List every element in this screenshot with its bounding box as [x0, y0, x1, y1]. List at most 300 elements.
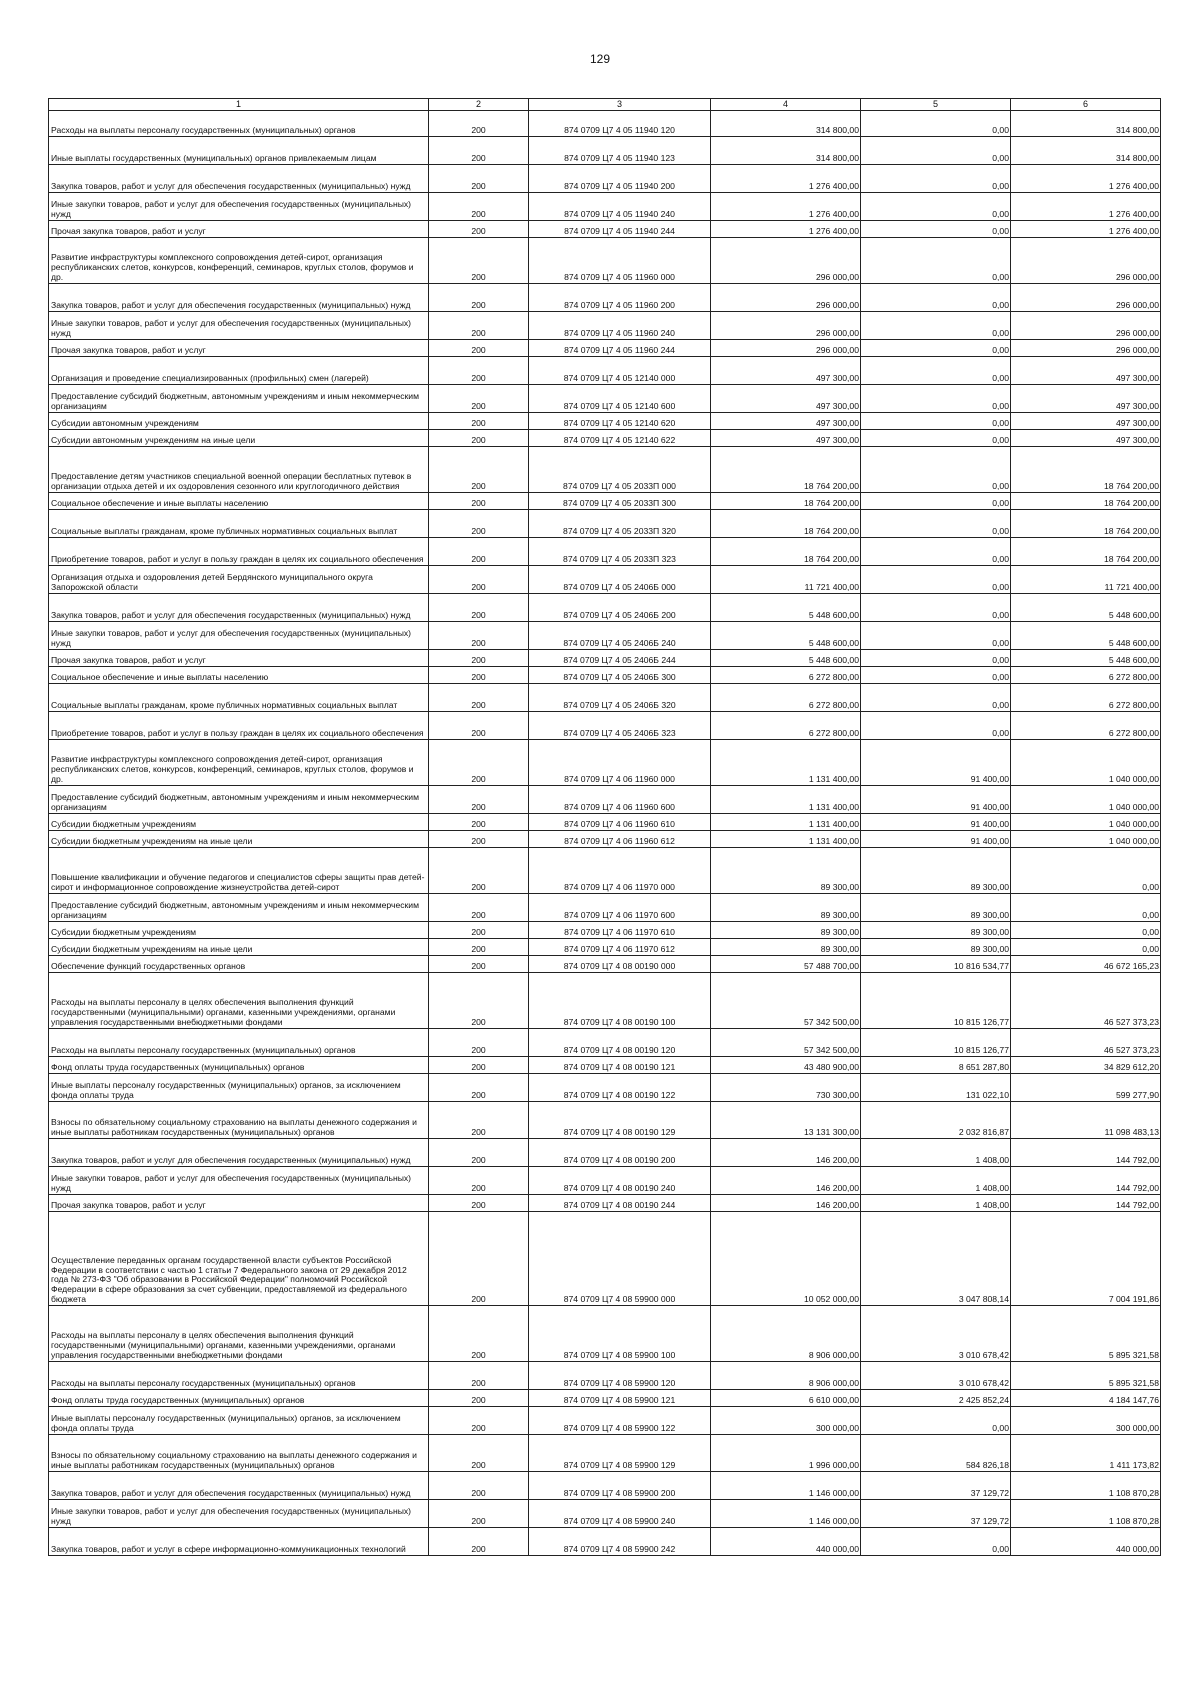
row-approved-amount: 314 800,00: [711, 111, 861, 137]
row-executed-amount: 0,00: [861, 413, 1011, 430]
row-remaining-amount: 4 184 147,76: [1011, 1390, 1161, 1407]
page-number: 129: [589, 52, 611, 66]
row-executed-amount: 89 300,00: [861, 848, 1011, 894]
row-executed-amount: 0,00: [861, 165, 1011, 193]
table-row: [49, 622, 1161, 650]
row-classification-code: 874 0709 Ц7 4 05 11960 000: [529, 238, 711, 284]
row-remaining-amount: 1 040 000,00: [1011, 786, 1161, 814]
row-description: Расходы на выплаты персоналу в целях обеспечения выполнения функций государственными (муниципальными) органами, казенными учреждениями, органами управления государственными внебюджетными фондами: [49, 1306, 429, 1362]
row-executed-amount: 0,00: [861, 1407, 1011, 1435]
row-line-code: 200: [429, 1435, 529, 1472]
row-executed-amount: 10 815 126,77: [861, 1029, 1011, 1057]
row-description: Социальное обеспечение и иные выплаты населению: [49, 493, 429, 510]
table-row: [49, 1057, 1161, 1074]
row-line-code: 200: [429, 312, 529, 340]
row-description: Закупка товаров, работ и услуг в сфере информационно-коммуникационных технологий: [49, 1528, 429, 1556]
row-description: Субсидии бюджетным учреждениям: [49, 814, 429, 831]
table-row: [49, 973, 1161, 1029]
row-description: Взносы по обязательному социальному страхованию на выплаты денежного содержания и иные выплаты работникам государственных (муниципальных) органов: [49, 1435, 429, 1472]
row-remaining-amount: 34 829 612,20: [1011, 1057, 1161, 1074]
row-classification-code: 874 0709 Ц7 4 08 00190 120: [529, 1029, 711, 1057]
table-row: [49, 510, 1161, 538]
row-line-code: 200: [429, 221, 529, 238]
row-description: Иные выплаты государственных (муниципальных) органов привлекаемым лицам: [49, 137, 429, 165]
table-row: [49, 193, 1161, 221]
row-remaining-amount: 0,00: [1011, 922, 1161, 939]
row-approved-amount: 89 300,00: [711, 939, 861, 956]
row-executed-amount: 89 300,00: [861, 894, 1011, 922]
row-executed-amount: 584 826,18: [861, 1435, 1011, 1472]
row-executed-amount: 0,00: [861, 667, 1011, 684]
row-description: Фонд оплаты труда государственных (муниципальных) органов: [49, 1057, 429, 1074]
row-classification-code: 874 0709 Ц7 4 05 2406Б 323: [529, 712, 711, 740]
row-description: Социальные выплаты гражданам, кроме публичных нормативных социальных выплат: [49, 510, 429, 538]
table-row: [49, 111, 1161, 137]
row-executed-amount: 91 400,00: [861, 831, 1011, 848]
row-executed-amount: 0,00: [861, 622, 1011, 650]
row-classification-code: 874 0709 Ц7 4 06 11970 000: [529, 848, 711, 894]
row-line-code: 200: [429, 622, 529, 650]
row-line-code: 200: [429, 340, 529, 357]
row-approved-amount: 8 906 000,00: [711, 1362, 861, 1390]
row-description: Приобретение товаров, работ и услуг в пользу граждан в целях их социального обеспечения: [49, 538, 429, 566]
row-remaining-amount: 0,00: [1011, 894, 1161, 922]
row-line-code: 200: [429, 238, 529, 284]
row-approved-amount: 18 764 200,00: [711, 493, 861, 510]
row-description: Прочая закупка товаров, работ и услуг: [49, 340, 429, 357]
row-description: Закупка товаров, работ и услуг для обеспечения государственных (муниципальных) нужд: [49, 284, 429, 312]
row-remaining-amount: 18 764 200,00: [1011, 538, 1161, 566]
row-line-code: 200: [429, 1195, 529, 1212]
row-line-code: 200: [429, 111, 529, 137]
row-remaining-amount: 1 276 400,00: [1011, 193, 1161, 221]
table-row: [49, 740, 1161, 786]
row-classification-code: 874 0709 Ц7 4 08 00190 100: [529, 973, 711, 1029]
table-row: [49, 238, 1161, 284]
row-line-code: 200: [429, 831, 529, 848]
row-approved-amount: 6 272 800,00: [711, 667, 861, 684]
row-remaining-amount: 0,00: [1011, 939, 1161, 956]
row-approved-amount: 497 300,00: [711, 385, 861, 413]
row-classification-code: 874 0709 Ц7 4 08 59900 240: [529, 1500, 711, 1528]
table-row: [49, 1500, 1161, 1528]
row-classification-code: 874 0709 Ц7 4 05 2406Б 320: [529, 684, 711, 712]
row-line-code: 200: [429, 193, 529, 221]
row-description: Расходы на выплаты персоналу в целях обеспечения выполнения функций государственными (муниципальными) органами, казенными учреждениями, органами управления государственными внебюджетными фондами: [49, 973, 429, 1029]
row-approved-amount: 57 342 500,00: [711, 1029, 861, 1057]
header-cell: 2: [429, 99, 529, 111]
row-approved-amount: 296 000,00: [711, 340, 861, 357]
table-row: [49, 413, 1161, 430]
row-executed-amount: 0,00: [861, 684, 1011, 712]
row-remaining-amount: 144 792,00: [1011, 1195, 1161, 1212]
row-remaining-amount: 314 800,00: [1011, 111, 1161, 137]
row-executed-amount: 1 408,00: [861, 1139, 1011, 1167]
row-line-code: 200: [429, 1167, 529, 1195]
row-line-code: 200: [429, 1390, 529, 1407]
table-row: [49, 939, 1161, 956]
row-remaining-amount: 6 272 800,00: [1011, 667, 1161, 684]
row-remaining-amount: 1 276 400,00: [1011, 165, 1161, 193]
table-row: [49, 1390, 1161, 1407]
row-executed-amount: 0,00: [861, 312, 1011, 340]
row-description: Закупка товаров, работ и услуг для обеспечения государственных (муниципальных) нужд: [49, 1139, 429, 1167]
row-line-code: 200: [429, 1029, 529, 1057]
row-description: Предоставление субсидий бюджетным, автономным учреждениям и иным некоммерческим организациям: [49, 385, 429, 413]
row-remaining-amount: 1 276 400,00: [1011, 221, 1161, 238]
row-description: Прочая закупка товаров, работ и услуг: [49, 221, 429, 238]
row-executed-amount: 0,00: [861, 111, 1011, 137]
row-description: Субсидии бюджетным учреждениям: [49, 922, 429, 939]
table-row: [49, 894, 1161, 922]
row-approved-amount: 497 300,00: [711, 413, 861, 430]
row-executed-amount: 0,00: [861, 447, 1011, 493]
row-description: Иные закупки товаров, работ и услуг для обеспечения государственных (муниципальных) нужд: [49, 1500, 429, 1528]
row-classification-code: 874 0709 Ц7 4 06 11960 612: [529, 831, 711, 848]
row-executed-amount: 0,00: [861, 493, 1011, 510]
row-classification-code: 874 0709 Ц7 4 05 12140 622: [529, 430, 711, 447]
row-description: Предоставление субсидий бюджетным, автономным учреждениям и иным некоммерческим организациям: [49, 786, 429, 814]
row-approved-amount: 6 272 800,00: [711, 684, 861, 712]
row-approved-amount: 314 800,00: [711, 137, 861, 165]
table-row: [49, 221, 1161, 238]
row-description: Повышение квалификации и обучение педагогов и специалистов сферы защиты прав детей-сирот и информационное сопровождение жизнеустройства детей-сирот: [49, 848, 429, 894]
row-approved-amount: 1 131 400,00: [711, 786, 861, 814]
row-line-code: 200: [429, 1074, 529, 1102]
row-classification-code: 874 0709 Ц7 4 08 00190 121: [529, 1057, 711, 1074]
row-description: Закупка товаров, работ и услуг для обеспечения государственных (муниципальных) нужд: [49, 594, 429, 622]
row-approved-amount: 10 052 000,00: [711, 1212, 861, 1306]
row-line-code: 200: [429, 137, 529, 165]
row-approved-amount: 146 200,00: [711, 1167, 861, 1195]
row-line-code: 200: [429, 956, 529, 973]
row-executed-amount: 1 408,00: [861, 1195, 1011, 1212]
row-line-code: 200: [429, 1102, 529, 1139]
row-line-code: 200: [429, 786, 529, 814]
row-classification-code: 874 0709 Ц7 4 05 12140 600: [529, 385, 711, 413]
row-approved-amount: 18 764 200,00: [711, 447, 861, 493]
table-row: [49, 1407, 1161, 1435]
row-executed-amount: 1 408,00: [861, 1167, 1011, 1195]
row-classification-code: 874 0709 Ц7 4 06 11970 610: [529, 922, 711, 939]
row-classification-code: 874 0709 Ц7 4 05 2406Б 244: [529, 650, 711, 667]
row-classification-code: 874 0709 Ц7 4 08 59900 122: [529, 1407, 711, 1435]
table-row: [49, 1212, 1161, 1306]
row-remaining-amount: 11 098 483,13: [1011, 1102, 1161, 1139]
row-approved-amount: 5 448 600,00: [711, 650, 861, 667]
row-remaining-amount: 1 040 000,00: [1011, 814, 1161, 831]
row-classification-code: 874 0709 Ц7 4 05 11940 120: [529, 111, 711, 137]
row-approved-amount: 300 000,00: [711, 1407, 861, 1435]
row-classification-code: 874 0709 Ц7 4 05 2406Б 200: [529, 594, 711, 622]
row-classification-code: 874 0709 Ц7 4 05 2033П 320: [529, 510, 711, 538]
row-remaining-amount: 144 792,00: [1011, 1139, 1161, 1167]
row-line-code: 200: [429, 740, 529, 786]
row-line-code: 200: [429, 922, 529, 939]
row-executed-amount: 0,00: [861, 594, 1011, 622]
row-approved-amount: 1 276 400,00: [711, 165, 861, 193]
row-description: Иные закупки товаров, работ и услуг для обеспечения государственных (муниципальных) нужд: [49, 312, 429, 340]
row-line-code: 200: [429, 814, 529, 831]
row-description: Субсидии автономным учреждениям на иные цели: [49, 430, 429, 447]
table-row: [49, 831, 1161, 848]
table-row: [49, 848, 1161, 894]
row-description: Развитие инфраструктуры комплексного сопровождения детей-сирот, организация республиканских слетов, конкурсов, конференций, семинаров, круглых столов, форумов и др.: [49, 740, 429, 786]
row-remaining-amount: 300 000,00: [1011, 1407, 1161, 1435]
table-row: [49, 922, 1161, 939]
row-line-code: 200: [429, 493, 529, 510]
table-row: [49, 1029, 1161, 1057]
table-row: [49, 1195, 1161, 1212]
row-classification-code: 874 0709 Ц7 4 05 2033П 323: [529, 538, 711, 566]
header-cell: 6: [1011, 99, 1161, 111]
row-line-code: 200: [429, 538, 529, 566]
row-executed-amount: 0,00: [861, 284, 1011, 312]
row-description: Расходы на выплаты персоналу государственных (муниципальных) органов: [49, 1362, 429, 1390]
row-executed-amount: 0,00: [861, 430, 1011, 447]
row-approved-amount: 18 764 200,00: [711, 510, 861, 538]
header-cell: 4: [711, 99, 861, 111]
row-description: Приобретение товаров, работ и услуг в пользу граждан в целях их социального обеспечения: [49, 712, 429, 740]
row-description: Развитие инфраструктуры комплексного сопровождения детей-сирот, организация республиканских слетов, конкурсов, конференций, семинаров, круглых столов, форумов и др.: [49, 238, 429, 284]
row-line-code: 200: [429, 1212, 529, 1306]
row-executed-amount: 0,00: [861, 650, 1011, 667]
table-row: [49, 385, 1161, 413]
row-description: Субсидии бюджетным учреждениям на иные цели: [49, 939, 429, 956]
row-classification-code: 874 0709 Ц7 4 08 00190 000: [529, 956, 711, 973]
row-approved-amount: 296 000,00: [711, 284, 861, 312]
row-executed-amount: 91 400,00: [861, 814, 1011, 831]
table-row: [49, 430, 1161, 447]
row-description: Фонд оплаты труда государственных (муниципальных) органов: [49, 1390, 429, 1407]
table-row: [49, 340, 1161, 357]
row-classification-code: 874 0709 Ц7 4 08 00190 129: [529, 1102, 711, 1139]
row-approved-amount: 1 131 400,00: [711, 814, 861, 831]
row-remaining-amount: 11 721 400,00: [1011, 566, 1161, 594]
table-header-row: [49, 99, 1161, 111]
table-row: [49, 493, 1161, 510]
table-row: [49, 1102, 1161, 1139]
row-description: Обеспечение функций государственных органов: [49, 956, 429, 973]
row-line-code: 200: [429, 1528, 529, 1556]
row-remaining-amount: 5 895 321,58: [1011, 1362, 1161, 1390]
table-row: [49, 1139, 1161, 1167]
row-classification-code: 874 0709 Ц7 4 05 11960 244: [529, 340, 711, 357]
row-executed-amount: 91 400,00: [861, 786, 1011, 814]
table-row: [49, 137, 1161, 165]
row-remaining-amount: 599 277,90: [1011, 1074, 1161, 1102]
row-executed-amount: 2 032 816,87: [861, 1102, 1011, 1139]
row-classification-code: 874 0709 Ц7 4 05 11940 123: [529, 137, 711, 165]
row-remaining-amount: 7 004 191,86: [1011, 1212, 1161, 1306]
row-approved-amount: 1 146 000,00: [711, 1500, 861, 1528]
row-classification-code: 874 0709 Ц7 4 08 59900 242: [529, 1528, 711, 1556]
row-remaining-amount: 296 000,00: [1011, 284, 1161, 312]
row-approved-amount: 89 300,00: [711, 922, 861, 939]
row-classification-code: 874 0709 Ц7 4 08 00190 200: [529, 1139, 711, 1167]
row-approved-amount: 1 146 000,00: [711, 1472, 861, 1500]
row-remaining-amount: 0,00: [1011, 848, 1161, 894]
row-executed-amount: 89 300,00: [861, 939, 1011, 956]
row-executed-amount: 0,00: [861, 566, 1011, 594]
table-row: [49, 786, 1161, 814]
row-classification-code: 874 0709 Ц7 4 05 11940 240: [529, 193, 711, 221]
row-executed-amount: 0,00: [861, 221, 1011, 238]
row-classification-code: 874 0709 Ц7 4 05 11940 200: [529, 165, 711, 193]
table-row: [49, 447, 1161, 493]
row-description: Предоставление субсидий бюджетным, автономным учреждениям и иным некоммерческим организациям: [49, 894, 429, 922]
table-row: [49, 1167, 1161, 1195]
row-approved-amount: 89 300,00: [711, 848, 861, 894]
row-classification-code: 874 0709 Ц7 4 08 00190 240: [529, 1167, 711, 1195]
row-classification-code: 874 0709 Ц7 4 05 2406Б 000: [529, 566, 711, 594]
row-approved-amount: 5 448 600,00: [711, 622, 861, 650]
row-executed-amount: 89 300,00: [861, 922, 1011, 939]
row-remaining-amount: 5 448 600,00: [1011, 650, 1161, 667]
row-remaining-amount: 6 272 800,00: [1011, 712, 1161, 740]
row-approved-amount: 57 488 700,00: [711, 956, 861, 973]
row-line-code: 200: [429, 848, 529, 894]
row-remaining-amount: 296 000,00: [1011, 340, 1161, 357]
row-remaining-amount: 296 000,00: [1011, 312, 1161, 340]
row-remaining-amount: 497 300,00: [1011, 430, 1161, 447]
row-remaining-amount: 1 040 000,00: [1011, 740, 1161, 786]
table-row: [49, 1528, 1161, 1556]
row-line-code: 200: [429, 1500, 529, 1528]
row-description: Предоставление детям участников специальной военной операции бесплатных путевок в организации отдыха детей и их оздоровления сезонного или круглогодичного действия: [49, 447, 429, 493]
table-row: [49, 594, 1161, 622]
row-description: Закупка товаров, работ и услуг для обеспечения государственных (муниципальных) нужд: [49, 1472, 429, 1500]
row-executed-amount: 10 815 126,77: [861, 973, 1011, 1029]
row-line-code: 200: [429, 510, 529, 538]
row-executed-amount: 37 129,72: [861, 1472, 1011, 1500]
row-description: Организация отдыха и оздоровления детей Бердянского муниципального округа Запорожской области: [49, 566, 429, 594]
table-row: [49, 1472, 1161, 1500]
row-approved-amount: 6 272 800,00: [711, 712, 861, 740]
budget-execution-table: [48, 98, 1161, 1556]
row-remaining-amount: 1 108 870,28: [1011, 1500, 1161, 1528]
row-executed-amount: 91 400,00: [861, 740, 1011, 786]
row-classification-code: 874 0709 Ц7 4 06 11960 000: [529, 740, 711, 786]
row-line-code: 200: [429, 447, 529, 493]
row-remaining-amount: 497 300,00: [1011, 357, 1161, 385]
row-executed-amount: 37 129,72: [861, 1500, 1011, 1528]
row-line-code: 200: [429, 284, 529, 312]
row-description: Прочая закупка товаров, работ и услуг: [49, 650, 429, 667]
row-classification-code: 874 0709 Ц7 4 08 59900 129: [529, 1435, 711, 1472]
row-executed-amount: 3 010 678,42: [861, 1362, 1011, 1390]
row-remaining-amount: 5 895 321,58: [1011, 1306, 1161, 1362]
row-line-code: 200: [429, 650, 529, 667]
row-classification-code: 874 0709 Ц7 4 06 11970 612: [529, 939, 711, 956]
row-approved-amount: 1 276 400,00: [711, 221, 861, 238]
row-executed-amount: 0,00: [861, 385, 1011, 413]
row-line-code: 200: [429, 684, 529, 712]
row-classification-code: 874 0709 Ц7 4 05 11940 244: [529, 221, 711, 238]
row-line-code: 200: [429, 1407, 529, 1435]
header-cell: 3: [529, 99, 711, 111]
row-description: Субсидии автономным учреждениям: [49, 413, 429, 430]
header-cell: 5: [861, 99, 1011, 111]
row-remaining-amount: 497 300,00: [1011, 413, 1161, 430]
row-remaining-amount: 5 448 600,00: [1011, 594, 1161, 622]
row-description: Социальные выплаты гражданам, кроме публичных нормативных социальных выплат: [49, 684, 429, 712]
row-description: Иные закупки товаров, работ и услуг для обеспечения государственных (муниципальных) нужд: [49, 1167, 429, 1195]
row-remaining-amount: 46 672 165,23: [1011, 956, 1161, 973]
row-remaining-amount: 296 000,00: [1011, 238, 1161, 284]
row-line-code: 200: [429, 973, 529, 1029]
row-executed-amount: 2 425 852,24: [861, 1390, 1011, 1407]
row-executed-amount: 0,00: [861, 238, 1011, 284]
row-executed-amount: 0,00: [861, 1528, 1011, 1556]
row-remaining-amount: 440 000,00: [1011, 1528, 1161, 1556]
row-description: Иные выплаты персоналу государственных (муниципальных) органов, за исключением фонда оплаты труда: [49, 1074, 429, 1102]
row-approved-amount: 146 200,00: [711, 1139, 861, 1167]
row-remaining-amount: 18 764 200,00: [1011, 493, 1161, 510]
row-approved-amount: 11 721 400,00: [711, 566, 861, 594]
row-approved-amount: 18 764 200,00: [711, 538, 861, 566]
row-approved-amount: 89 300,00: [711, 894, 861, 922]
table-row: [49, 538, 1161, 566]
row-classification-code: 874 0709 Ц7 4 06 11970 600: [529, 894, 711, 922]
row-line-code: 200: [429, 1472, 529, 1500]
row-line-code: 200: [429, 165, 529, 193]
row-line-code: 200: [429, 939, 529, 956]
row-remaining-amount: 144 792,00: [1011, 1167, 1161, 1195]
row-classification-code: 874 0709 Ц7 4 08 59900 121: [529, 1390, 711, 1407]
row-classification-code: 874 0709 Ц7 4 05 2406Б 240: [529, 622, 711, 650]
row-approved-amount: 43 480 900,00: [711, 1057, 861, 1074]
row-line-code: 200: [429, 1362, 529, 1390]
row-approved-amount: 296 000,00: [711, 238, 861, 284]
row-approved-amount: 1 996 000,00: [711, 1435, 861, 1472]
row-executed-amount: 0,00: [861, 340, 1011, 357]
row-classification-code: 874 0709 Ц7 4 05 12140 000: [529, 357, 711, 385]
row-classification-code: 874 0709 Ц7 4 05 2033П 300: [529, 493, 711, 510]
table-row: [49, 956, 1161, 973]
row-line-code: 200: [429, 385, 529, 413]
row-remaining-amount: 6 272 800,00: [1011, 684, 1161, 712]
row-description: Организация и проведение специализированных (профильных) смен (лагерей): [49, 357, 429, 385]
row-line-code: 200: [429, 430, 529, 447]
row-line-code: 200: [429, 413, 529, 430]
table-row: [49, 684, 1161, 712]
table-row: [49, 284, 1161, 312]
row-description: Иные закупки товаров, работ и услуг для обеспечения государственных (муниципальных) нужд: [49, 622, 429, 650]
row-approved-amount: 296 000,00: [711, 312, 861, 340]
row-classification-code: 874 0709 Ц7 4 05 2406Б 300: [529, 667, 711, 684]
row-classification-code: 874 0709 Ц7 4 06 11960 610: [529, 814, 711, 831]
row-classification-code: 874 0709 Ц7 4 08 59900 100: [529, 1306, 711, 1362]
table-row: [49, 357, 1161, 385]
row-remaining-amount: 1 040 000,00: [1011, 831, 1161, 848]
row-description: Субсидии бюджетным учреждениям на иные цели: [49, 831, 429, 848]
row-description: Иные выплаты персоналу государственных (муниципальных) органов, за исключением фонда оплаты труда: [49, 1407, 429, 1435]
row-line-code: 200: [429, 566, 529, 594]
row-description: Социальное обеспечение и иные выплаты населению: [49, 667, 429, 684]
row-classification-code: 874 0709 Ц7 4 05 11960 240: [529, 312, 711, 340]
row-approved-amount: 497 300,00: [711, 430, 861, 447]
row-approved-amount: 497 300,00: [711, 357, 861, 385]
row-line-code: 200: [429, 594, 529, 622]
row-executed-amount: 0,00: [861, 712, 1011, 740]
row-approved-amount: 730 300,00: [711, 1074, 861, 1102]
row-executed-amount: 0,00: [861, 510, 1011, 538]
row-description: Иные закупки товаров, работ и услуг для обеспечения государственных (муниципальных) нужд: [49, 193, 429, 221]
table-row: [49, 1362, 1161, 1390]
row-approved-amount: 8 906 000,00: [711, 1306, 861, 1362]
row-remaining-amount: 1 108 870,28: [1011, 1472, 1161, 1500]
